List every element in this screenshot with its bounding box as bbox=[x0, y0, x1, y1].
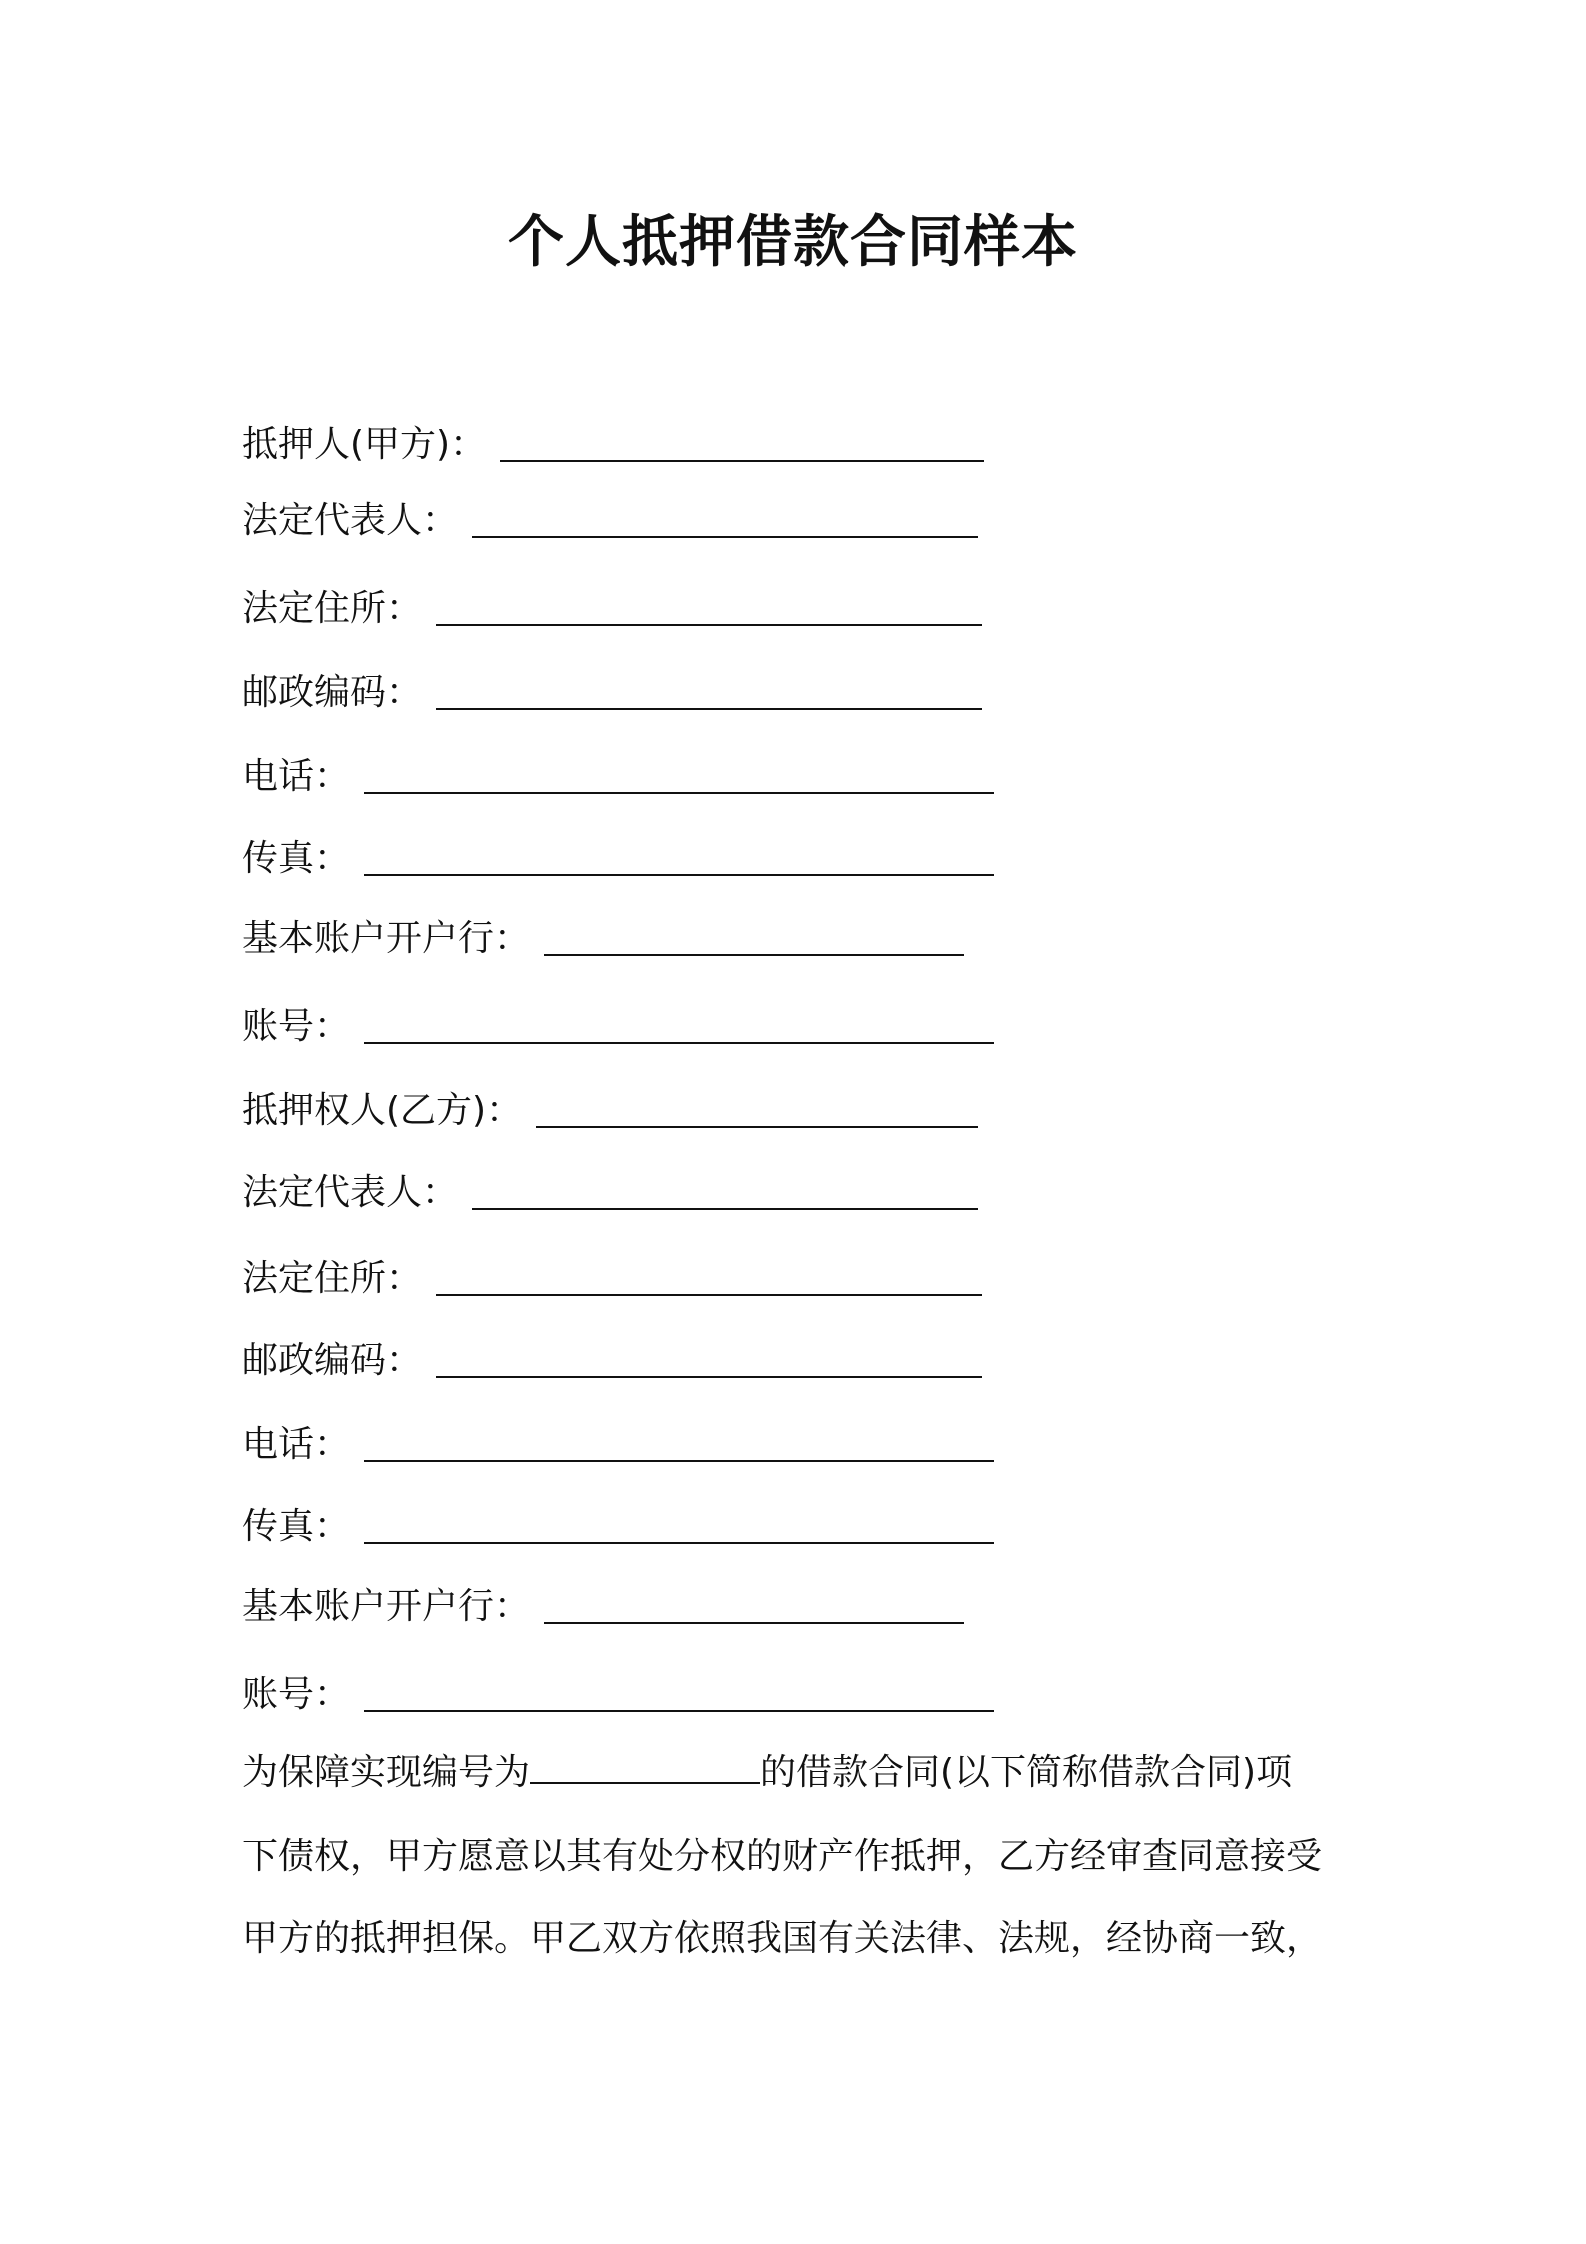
party-b-phone-label: 电话： bbox=[242, 1424, 351, 1465]
party-a-account-label: 账号： bbox=[242, 1006, 351, 1047]
party-a-legal-rep-blank[interactable] bbox=[472, 500, 978, 538]
party-b-fax-field bbox=[242, 1502, 994, 1552]
party-b-postcode-field bbox=[242, 1336, 982, 1386]
party-b-account-blank[interactable] bbox=[364, 1674, 994, 1712]
party-a-account-field bbox=[242, 1002, 994, 1052]
party-b-fax-blank[interactable] bbox=[364, 1506, 994, 1544]
party-a-fax-blank[interactable] bbox=[364, 838, 994, 876]
party-a-phone-label: 电话： bbox=[242, 756, 351, 797]
body-line-3: 甲方的抵押担保。甲乙双方依照我国有关法律、法规，经协商一致， bbox=[242, 1918, 1323, 1959]
party-b-bank-label: 基本账户开户行： bbox=[242, 1586, 531, 1627]
party-a-phone-blank[interactable] bbox=[364, 756, 994, 794]
body-line-1-before: 为保障实现编号为 bbox=[242, 1752, 531, 1793]
party-a-fax-field bbox=[242, 834, 994, 884]
party-b-postcode-blank[interactable] bbox=[436, 1340, 982, 1378]
document-title: 个人抵押借款合同样本 bbox=[508, 210, 1078, 275]
party-b-phone-blank[interactable] bbox=[364, 1424, 994, 1462]
party-a-postcode-label: 邮政编码： bbox=[242, 672, 423, 713]
party-a-legal-rep-label: 法定代表人： bbox=[242, 500, 459, 541]
body-line-1-after: 的借款合同(以下简称借款合同)项 bbox=[760, 1752, 1293, 1793]
body-line-1 bbox=[242, 1748, 1362, 1798]
party-b-account-field bbox=[242, 1670, 994, 1720]
party-a-address-field bbox=[242, 584, 982, 634]
party-a-bank-field bbox=[242, 914, 964, 964]
party-b-bank-field bbox=[242, 1582, 964, 1632]
party-b-phone-field bbox=[242, 1420, 994, 1470]
contract-number-blank[interactable] bbox=[530, 1748, 760, 1784]
party-b-legal-rep-label: 法定代表人： bbox=[242, 1172, 459, 1213]
party-b-legal-rep-blank[interactable] bbox=[472, 1172, 978, 1210]
party-b-address-label: 法定住所： bbox=[242, 1258, 423, 1299]
party-a-legal-rep-field bbox=[242, 496, 978, 546]
party-a-fax-label: 传真： bbox=[242, 838, 351, 879]
party-a-mortgagor-label: 抵押人(甲方)： bbox=[242, 424, 487, 465]
party-a-address-label: 法定住所： bbox=[242, 588, 423, 629]
party-a-bank-label: 基本账户开户行： bbox=[242, 918, 531, 959]
party-a-mortgagor-blank[interactable] bbox=[500, 424, 984, 462]
party-b-bank-blank[interactable] bbox=[544, 1586, 964, 1624]
party-a-account-blank[interactable] bbox=[364, 1006, 994, 1044]
party-b-address-blank[interactable] bbox=[436, 1258, 982, 1296]
party-a-mortgagor-field bbox=[242, 420, 984, 470]
party-b-postcode-label: 邮政编码： bbox=[242, 1340, 423, 1381]
party-a-phone-field bbox=[242, 752, 994, 802]
party-b-mortgagee-blank[interactable] bbox=[536, 1090, 978, 1128]
party-a-bank-blank[interactable] bbox=[544, 918, 964, 956]
party-b-address-field bbox=[242, 1254, 982, 1304]
party-b-mortgagee-label: 抵押权人(乙方)： bbox=[242, 1090, 523, 1131]
party-b-mortgagee-field bbox=[242, 1086, 978, 1136]
party-a-postcode-blank[interactable] bbox=[436, 672, 982, 710]
party-a-address-blank[interactable] bbox=[436, 588, 982, 626]
party-a-postcode-field bbox=[242, 668, 982, 718]
party-b-account-label: 账号： bbox=[242, 1674, 351, 1715]
party-b-legal-rep-field bbox=[242, 1168, 978, 1218]
body-line-2: 下债权，甲方愿意以其有处分权的财产作抵押，乙方经审查同意接受 bbox=[242, 1836, 1323, 1877]
party-b-fax-label: 传真： bbox=[242, 1506, 351, 1547]
